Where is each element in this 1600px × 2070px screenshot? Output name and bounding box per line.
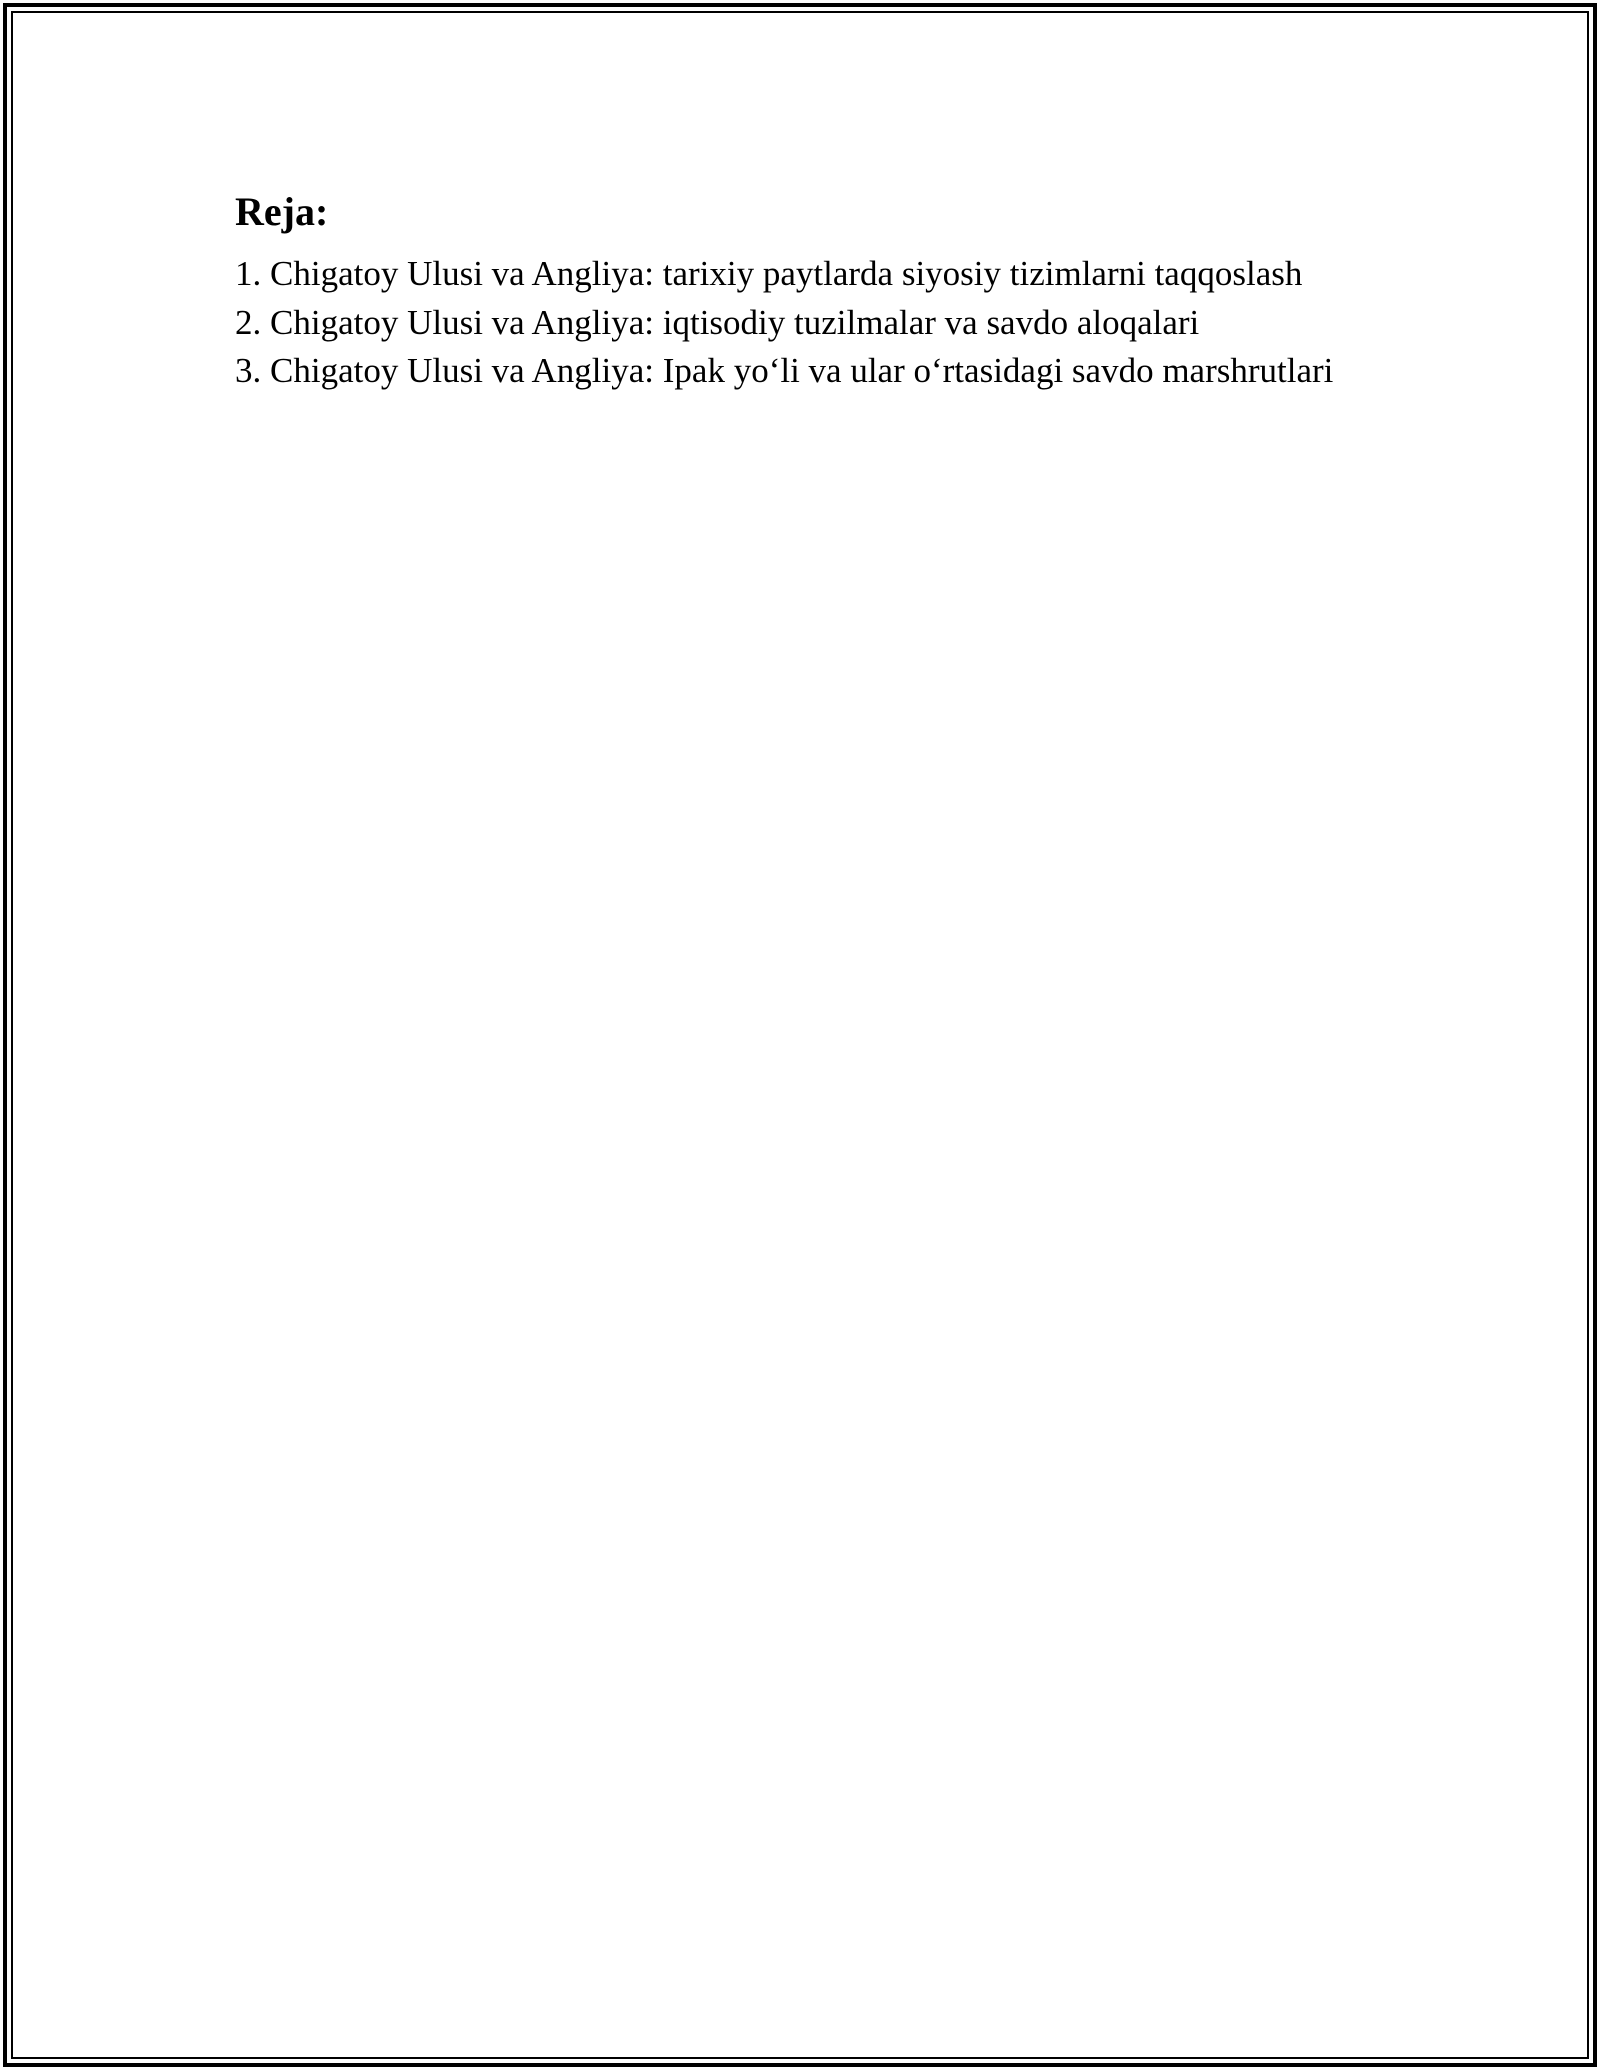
plan-heading: Reja: [235, 189, 329, 234]
plan-item-1: 1. Chigatoy Ulusi va Angliya: tarixiy paytlarda siyosiy tizimlarni taqqoslash [235, 254, 1303, 293]
plan-item-3: 3. Chigatoy Ulusi va Angliya: Ipak yo‘li va ular o‘rtasidagi savdo marshrutlari [235, 351, 1334, 390]
plan-item-2: 2. Chigatoy Ulusi va Angliya: iqtisodiy tuzilmalar va savdo aloqalari [235, 302, 1200, 342]
document-body [235, 186, 1405, 396]
plan-list [235, 250, 1405, 396]
